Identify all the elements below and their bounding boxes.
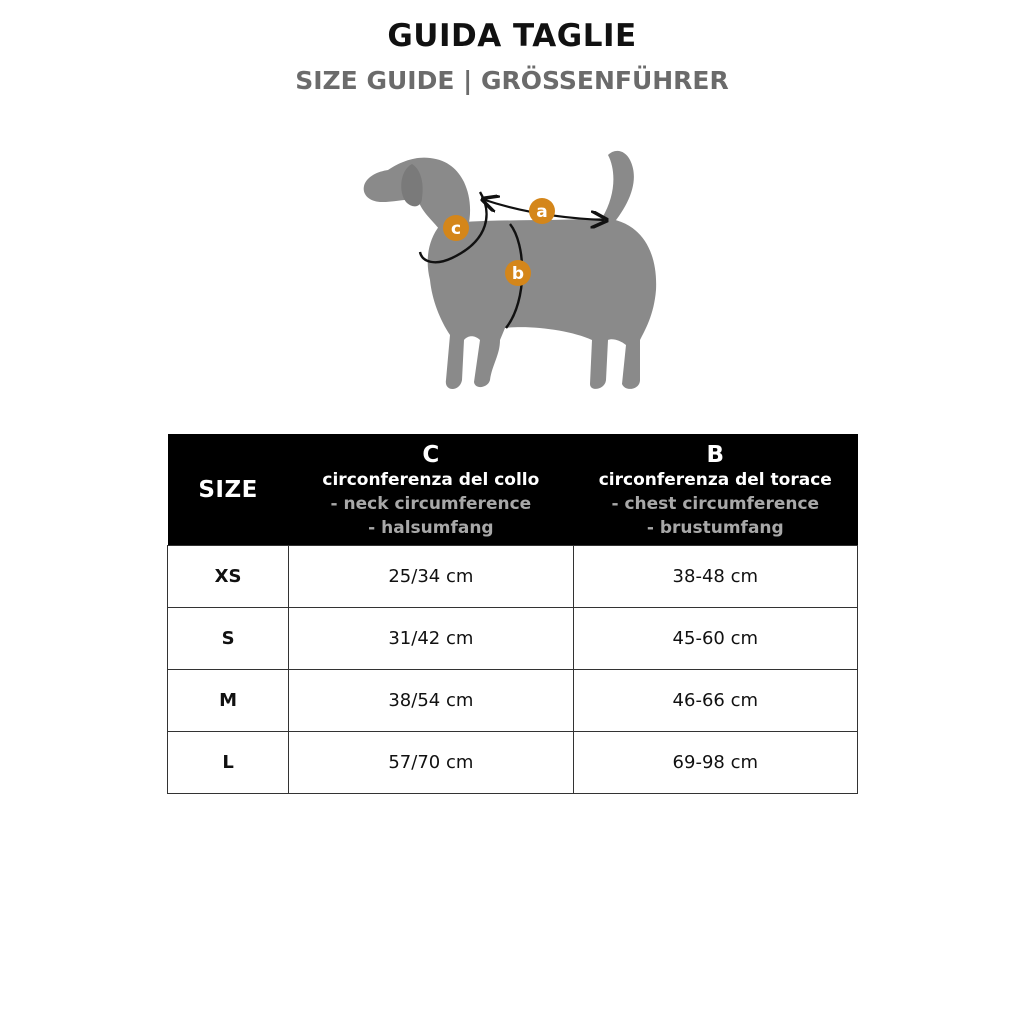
size-cell: S (168, 608, 289, 670)
chest-cell: 46-66 cm (573, 670, 857, 732)
neck-label-en: - neck circumference (330, 493, 532, 514)
marker-a (529, 198, 555, 224)
page-title: GUIDA TAGLIE (387, 18, 637, 54)
dog-measurement-diagram (340, 140, 680, 400)
table-row (168, 732, 858, 794)
chest-label-en: - chest circumference (611, 493, 820, 514)
neck-cell: 57/70 cm (289, 732, 573, 794)
size-column-header: SIZE (168, 434, 289, 546)
chest-cell: 38-48 cm (573, 546, 857, 608)
table-row (168, 608, 858, 670)
svg-text:a: a (536, 202, 548, 222)
chest-cell: 69-98 cm (573, 732, 857, 794)
table-header-row (168, 434, 858, 546)
neck-cell: 38/54 cm (289, 670, 573, 732)
chest-letter: B (706, 441, 725, 468)
dog-illustration (340, 140, 680, 400)
size-cell: L (168, 732, 289, 794)
chest-label-de: - brustumfang (646, 517, 784, 538)
neck-column-header (289, 434, 573, 546)
chest-label-it: circonferenza del torace (598, 469, 832, 490)
neck-cell: 25/34 cm (289, 546, 573, 608)
size-table (167, 434, 858, 794)
size-cell: XS (168, 546, 289, 608)
page-subtitle: SIZE GUIDE | GRÖSSENFÜHRER (295, 66, 729, 95)
neck-label-it: circonferenza del collo (322, 469, 540, 490)
chest-column-header (573, 434, 857, 546)
neck-cell: 31/42 cm (289, 608, 573, 670)
marker-b (505, 260, 531, 286)
svg-text:c: c (450, 219, 462, 239)
neck-label-de: - halsumfang (368, 517, 494, 538)
svg-text:b: b (511, 264, 525, 284)
table-row (168, 546, 858, 608)
size-cell: M (168, 670, 289, 732)
marker-c (443, 215, 469, 241)
neck-letter: C (422, 441, 440, 468)
chest-cell: 45-60 cm (573, 608, 857, 670)
table-row (168, 670, 858, 732)
